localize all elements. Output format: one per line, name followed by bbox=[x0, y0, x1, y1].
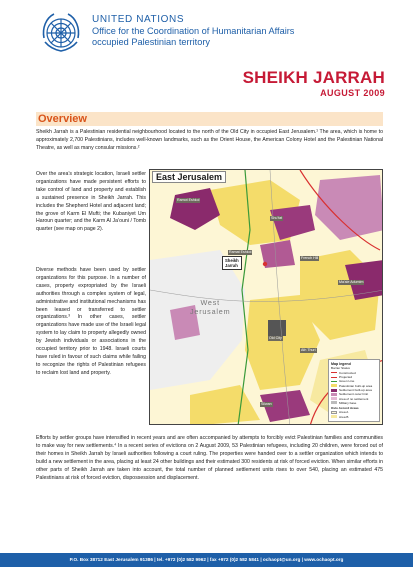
document-date: AUGUST 2009 bbox=[320, 88, 385, 98]
map-legend bbox=[328, 359, 380, 422]
legend-label: Palestinian built-up area bbox=[339, 383, 373, 388]
office-line-1: Office for the Coordination of Humanitarian Affairs bbox=[92, 26, 295, 36]
paragraph-intro: Sheikh Jarrah is a Palestinian residential neighbourhood located to the north of the Old City in occupied East Jerusalem.¹ The area, which is home to approximately 2,700 Palestinians, includes well-known landmarks, such as the Orient House, the American Colony Hotel and the Palestinian National Theatre, as well as many consular missions.² bbox=[36, 129, 383, 151]
legend-label: Constructed bbox=[339, 370, 356, 375]
barrier-constructed-swatch bbox=[331, 372, 337, 373]
paragraph-methods: Diverse methods have been used by settler organizations for this purpose. In a number of cases, property expropriated by the Israeli authorities through a complex system of legal, administrative and institutional mechanisms has been leased or transferred to settler organizations.³ In other cases, settler organizations have made use of the Israeli legal system to lay claim to property allegedly owned by Jewish individuals or associations in the occupied territory prior to 1948. Israeli courts have ruled in favour of such claims while failing to recognize the rights of Palestinian refugees to reclaim lost land and property. bbox=[36, 267, 146, 376]
paragraph-strategic-location: Over the area’s strategic location, Israeli settler organizations have made persistent efforts to take control of land and property and establish a sustained presence in Sheikh Jarrah. This includes the Shepherd Hotel and adjacent land; the grove of Karm El Mufti; the Kubaniyet Um Haroun quarter; and the Karm Al Ja’ouni / Tomb quarter (see map on page 2). bbox=[36, 171, 146, 233]
green-line-swatch bbox=[331, 381, 337, 382]
legend-title: Map legend bbox=[331, 362, 351, 367]
barrier-projected-swatch bbox=[331, 377, 337, 378]
place-label-silwan: Silwan bbox=[261, 402, 272, 406]
west-label-line1: West bbox=[200, 298, 220, 307]
sj-label-line2: Jarrah bbox=[225, 263, 238, 268]
settlement-limit-swatch bbox=[331, 393, 337, 396]
place-label-shufat: Shu'fat bbox=[271, 216, 283, 220]
document-title: SHEIKH JARRAH bbox=[242, 68, 385, 87]
area-a-swatch bbox=[331, 411, 337, 414]
place-label-french-hill: French Hill bbox=[301, 256, 319, 260]
legend-subtitle: Oslo Accord Areas bbox=[331, 406, 359, 411]
east-jerusalem-map bbox=[149, 169, 383, 425]
legend-item bbox=[331, 415, 377, 419]
legend-label: Settlement built-up area bbox=[339, 387, 372, 392]
sj-label-line1: Sheikh bbox=[225, 258, 239, 263]
org-name: UNITED NATIONS bbox=[92, 14, 185, 25]
place-label-ramot: Ramot Eshkol bbox=[177, 198, 200, 202]
sheikh-jarrah-label bbox=[222, 256, 242, 270]
legend-label: Barrier Status bbox=[331, 366, 350, 371]
un-emblem-icon bbox=[36, 8, 86, 58]
legend-label: Green Line bbox=[339, 379, 355, 384]
overview-heading: Overview bbox=[38, 113, 87, 125]
legend-label: Area B bbox=[339, 414, 349, 419]
header bbox=[0, 0, 413, 112]
place-label-ramat-eshkol: Ramat Eshkol bbox=[229, 250, 252, 254]
area-b-swatch bbox=[331, 415, 337, 418]
palestinian-area-swatch bbox=[331, 384, 337, 387]
legend-label: Area of no settlement bbox=[339, 396, 369, 401]
overview-section-bar bbox=[36, 112, 383, 126]
no-settlement-swatch bbox=[331, 397, 337, 400]
place-label-old-city: Old City bbox=[269, 336, 282, 340]
military-base-swatch bbox=[331, 401, 337, 404]
office-line-2: occupied Palestinian territory bbox=[92, 37, 210, 48]
legend-item bbox=[331, 401, 377, 405]
settlement-area-swatch bbox=[331, 389, 337, 392]
paragraph-evictions: Efforts by settler groups have intensified in recent years and are often accompanied by attempts to forcibly evict Palestinian families and communities to make way for new settlements.⁴ In a recent series of evictions on 2 August 2009, 53 Palestinian refugees, including 20 children, were forced out of their homes in Sheikh Jarrah by Israeli authorities following a court ruling. The properties were handed over to a settler organization which intends to build a new settlement in the area, placing at least 24 other buildings and their estimated 300 residents at risk of forced eviction. When similar efforts in other parts of Sheikh Jarrah are taken into account, the total number of planned settlement units rises to over 540, placing an estimated 475 Palestinians at risk of forced eviction, dispossession and displacement. bbox=[36, 435, 383, 481]
place-label-ath-thuri: Ath Thuri bbox=[301, 348, 316, 352]
organization-block bbox=[92, 14, 294, 48]
west-label-line2: Jerusalem bbox=[190, 307, 231, 316]
legend-label: Area A bbox=[339, 410, 349, 415]
legend-label: Military base bbox=[339, 400, 357, 405]
legend-label: Settlement outer limit bbox=[339, 392, 369, 397]
map-title: East Jerusalem bbox=[152, 171, 226, 183]
footer-contact-bar: P.O. Box 38712 East Jerusalem 91386 | tel. +972 (0)2 582 9962 | fax +972 (0)2 582 5841 | ochaopt@un.org | www.ochaopt.org bbox=[0, 553, 413, 567]
legend-label: Projected bbox=[339, 375, 353, 380]
west-jerusalem-label bbox=[190, 298, 230, 316]
place-label-maale-adumim: Ma'ale Adumim bbox=[339, 280, 364, 284]
